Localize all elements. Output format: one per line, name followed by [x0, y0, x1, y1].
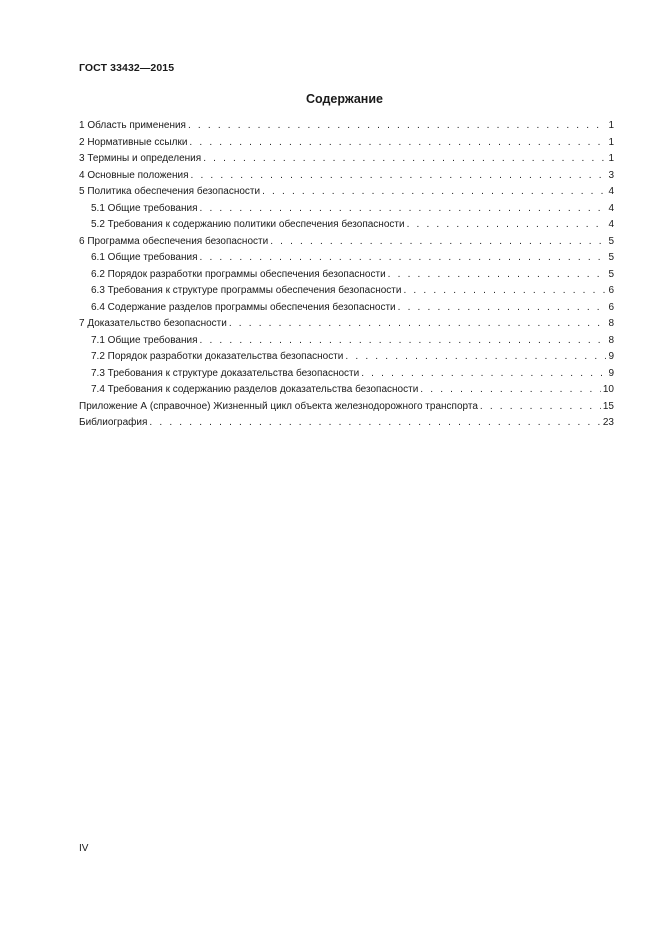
toc-entry[interactable]: [79, 415, 614, 432]
table-of-contents: [79, 118, 614, 432]
toc-entry-page: 1: [608, 153, 614, 164]
toc-entry-page: 5: [608, 252, 614, 263]
toc-entry-page: 4: [608, 219, 614, 230]
toc-dot-leader: [388, 267, 607, 284]
toc-entry[interactable]: [79, 135, 614, 152]
toc-entry-label: 6.1 Общие требования: [91, 252, 198, 263]
toc-entry-page: 5: [608, 268, 614, 280]
page-number: IV: [79, 843, 89, 854]
toc-dot-leader: [189, 135, 606, 152]
toc-entry-label: 7.1 Общие требования: [91, 334, 198, 346]
toc-entry-label: 7.4 Требования к содержанию разделов доказательства безопасности: [91, 384, 419, 395]
toc-dot-leader: [403, 283, 606, 300]
toc-entry-page: 10: [602, 384, 614, 395]
toc-entry-label: 4 Основные положения: [79, 169, 189, 181]
toc-entry-label: 6.2 Порядок разработки программы обеспечения безопасности: [91, 268, 386, 280]
toc-entry[interactable]: [79, 250, 614, 267]
toc-entry-label: 5.2 Требования к содержанию политики обеспечения безопасности: [91, 219, 405, 230]
toc-entry-page: 3: [608, 169, 614, 181]
toc-entry[interactable]: [79, 234, 614, 251]
toc-entry-label: 5 Политика обеспечения безопасности: [79, 186, 261, 197]
toc-entry-page: 1: [608, 120, 614, 131]
toc-entry-page: 4: [608, 186, 614, 197]
toc-entry[interactable]: [79, 184, 614, 201]
toc-entry[interactable]: [79, 267, 614, 284]
document-code: ГОСТ 33432—2015: [79, 62, 175, 74]
toc-entry-label: 6 Программа обеспечения безопасности: [79, 235, 269, 247]
toc-dot-leader: [345, 349, 606, 366]
toc-entry-label: 3 Термины и определения: [79, 153, 202, 164]
toc-entry-page: 9: [608, 367, 614, 379]
toc-dot-leader: [200, 333, 607, 350]
toc-entry-page: 9: [608, 351, 614, 362]
toc-dot-leader: [407, 217, 607, 234]
toc-dot-leader: [262, 184, 606, 201]
toc-entry[interactable]: [79, 300, 614, 317]
toc-dot-leader: [398, 300, 607, 317]
toc-dot-leader: [203, 151, 606, 168]
toc-entry-page: 6: [608, 285, 614, 296]
toc-entry[interactable]: [79, 151, 614, 168]
toc-entry-label: 7 Доказательство безопасности: [79, 318, 227, 329]
toc-entry[interactable]: [79, 399, 614, 416]
toc-entry-label: 2 Нормативные ссылки: [79, 136, 188, 148]
toc-dot-leader: [361, 366, 606, 383]
toc-entry-page: 8: [608, 318, 614, 329]
toc-dot-leader: [188, 118, 606, 135]
toc-title: Содержание: [305, 92, 383, 106]
toc-entry[interactable]: [79, 316, 614, 333]
toc-dot-leader: [200, 250, 607, 267]
toc-dot-leader: [420, 382, 601, 399]
toc-entry-page: 6: [608, 301, 614, 313]
toc-dot-leader: [270, 234, 606, 251]
toc-entry[interactable]: [79, 333, 614, 350]
toc-entry-page: 23: [602, 417, 614, 428]
toc-entry-label: 7.2 Порядок разработки доказательства безопасности: [91, 351, 344, 362]
toc-entry-page: 1: [608, 136, 614, 148]
toc-dot-leader: [191, 168, 607, 185]
toc-dot-leader: [149, 415, 600, 432]
toc-entry[interactable]: [79, 283, 614, 300]
toc-entry[interactable]: [79, 201, 614, 218]
toc-entry[interactable]: [79, 118, 614, 135]
toc-entry-page: 8: [608, 334, 614, 346]
toc-entry-page: 15: [602, 400, 614, 412]
toc-dot-leader: [480, 399, 601, 416]
toc-entry-label: 1 Область применения: [79, 120, 186, 131]
toc-entry[interactable]: [79, 217, 614, 234]
toc-entry[interactable]: [79, 168, 614, 185]
toc-entry[interactable]: [79, 349, 614, 366]
toc-entry[interactable]: [79, 382, 614, 399]
toc-entry-page: 5: [608, 235, 614, 247]
toc-entry-label: Приложение А (справочное) Жизненный цикл объекта железнодорожного транспорта: [79, 400, 478, 412]
toc-entry-page: 4: [608, 202, 614, 214]
toc-dot-leader: [200, 201, 607, 218]
toc-entry-label: 7.3 Требования к структуре доказательства безопасности: [91, 367, 360, 379]
toc-entry[interactable]: [79, 366, 614, 383]
toc-entry-label: Библиография: [79, 417, 148, 428]
toc-entry-label: 5.1 Общие требования: [91, 202, 198, 214]
toc-entry-label: 6.4 Содержание разделов программы обеспечения безопасности: [91, 301, 396, 313]
toc-entry-label: 6.3 Требования к структуре программы обеспечения безопасности: [91, 285, 402, 296]
toc-dot-leader: [229, 316, 607, 333]
